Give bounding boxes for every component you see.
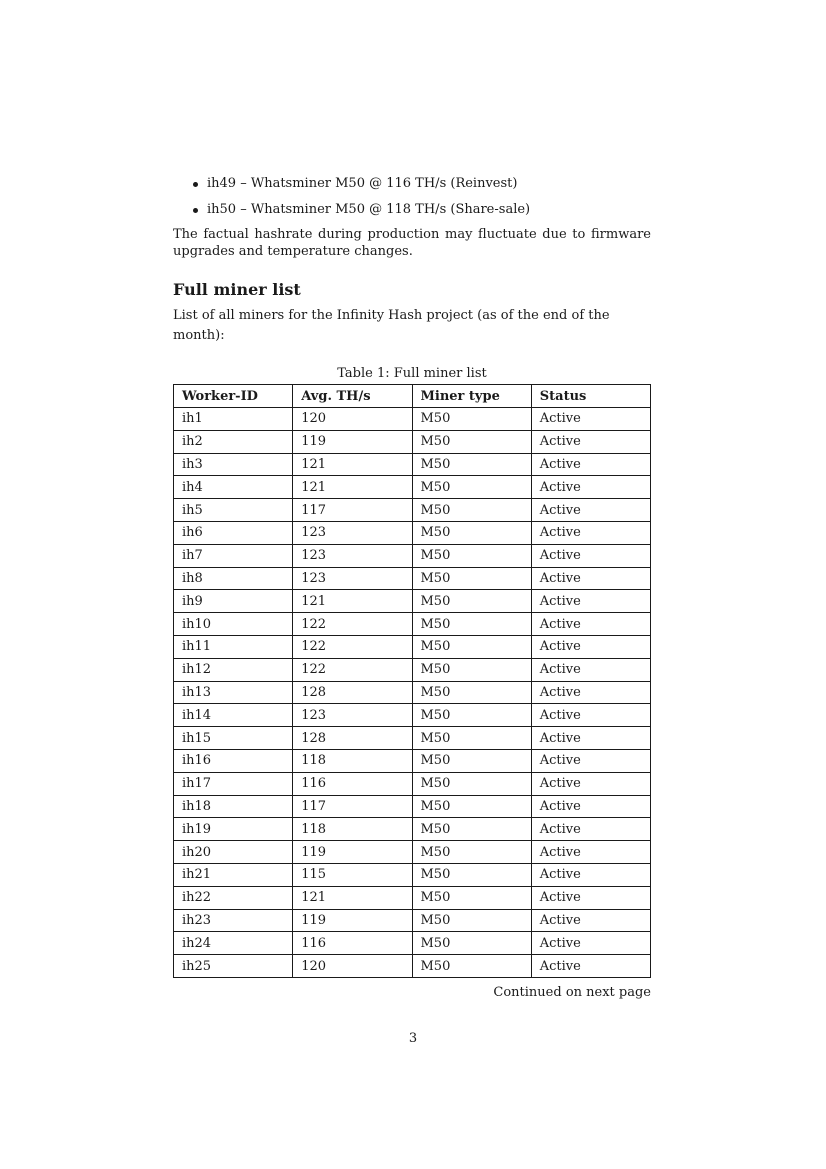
table-row <box>174 613 651 636</box>
table-cell: ih1 <box>174 408 293 431</box>
table-cell: Active <box>531 521 650 544</box>
table-cell: 121 <box>293 886 412 909</box>
table-cell: Active <box>531 430 650 453</box>
table-row <box>174 499 651 522</box>
table-row <box>174 476 651 499</box>
table-cell: M50 <box>412 818 531 841</box>
table-cell: Active <box>531 863 650 886</box>
table-cell: ih19 <box>174 818 293 841</box>
table-cell: ih5 <box>174 499 293 522</box>
section-intro: List of all miners for the Infinity Hash project (as of the end of the month): <box>173 308 610 343</box>
table-cell: M50 <box>412 521 531 544</box>
table-cell: 116 <box>293 932 412 955</box>
table-cell: Active <box>531 613 650 636</box>
table-cell: ih6 <box>174 521 293 544</box>
table-cell: 121 <box>293 476 412 499</box>
miner-table <box>173 384 651 978</box>
table-cell: M50 <box>412 408 531 431</box>
table-row <box>174 863 651 886</box>
page-number: 3 <box>408 1031 418 1046</box>
table-cell: M50 <box>412 932 531 955</box>
table-cell: ih2 <box>174 430 293 453</box>
table-cell: ih22 <box>174 886 293 909</box>
table-row <box>174 430 651 453</box>
table-row <box>174 932 651 955</box>
table-cell: ih21 <box>174 863 293 886</box>
table-cell: 116 <box>293 772 412 795</box>
table-cell: 122 <box>293 635 412 658</box>
table-cell: ih10 <box>174 613 293 636</box>
table-cell: ih14 <box>174 704 293 727</box>
table-row <box>174 590 651 613</box>
table-cell: M50 <box>412 795 531 818</box>
table-cell: M50 <box>412 886 531 909</box>
table-row <box>174 886 651 909</box>
table-cell: ih11 <box>174 635 293 658</box>
table-cell: ih3 <box>174 453 293 476</box>
table-cell: M50 <box>412 727 531 750</box>
table-cell: M50 <box>412 863 531 886</box>
table-caption: Table 1: Full miner list <box>337 366 487 381</box>
table-row <box>174 818 651 841</box>
table-row <box>174 681 651 704</box>
table-cell: Active <box>531 818 650 841</box>
table-row <box>174 772 651 795</box>
table-row <box>174 909 651 932</box>
table-cell: Active <box>531 841 650 864</box>
table-cell: 121 <box>293 453 412 476</box>
bullet-item: ih49 – Whatsminer M50 @ 116 TH/s (Reinvest) <box>173 174 651 194</box>
table-row <box>174 658 651 681</box>
table-row <box>174 408 651 431</box>
section-title: Full miner list <box>173 280 301 299</box>
table-row <box>174 635 651 658</box>
table-cell: Active <box>531 772 650 795</box>
table-cell: 121 <box>293 590 412 613</box>
table-cell: ih7 <box>174 544 293 567</box>
table-cell: ih4 <box>174 476 293 499</box>
table-row <box>174 955 651 978</box>
table-cell: 119 <box>293 430 412 453</box>
table-cell: 117 <box>293 499 412 522</box>
table-cell: M50 <box>412 772 531 795</box>
table-row <box>174 749 651 772</box>
table-row <box>174 704 651 727</box>
table-cell: M50 <box>412 430 531 453</box>
table-cell: M50 <box>412 476 531 499</box>
table-cell: ih24 <box>174 932 293 955</box>
table-cell: 119 <box>293 841 412 864</box>
table-cell: Active <box>531 590 650 613</box>
table-cell: M50 <box>412 749 531 772</box>
table-cell: Active <box>531 658 650 681</box>
table-row <box>174 521 651 544</box>
table-cell: M50 <box>412 658 531 681</box>
table-cell: Active <box>531 727 650 750</box>
table-row <box>174 795 651 818</box>
table-row <box>174 727 651 750</box>
table-cell: M50 <box>412 635 531 658</box>
table-row <box>174 544 651 567</box>
table-cell: Active <box>531 749 650 772</box>
table-cell: 119 <box>293 909 412 932</box>
table-cell: Active <box>531 909 650 932</box>
table-cell: 122 <box>293 658 412 681</box>
table-cell: Active <box>531 681 650 704</box>
table-cell: ih20 <box>174 841 293 864</box>
table-cell: 128 <box>293 681 412 704</box>
table-cell: Active <box>531 476 650 499</box>
table-body <box>174 408 651 978</box>
table-cell: 122 <box>293 613 412 636</box>
table-cell: Active <box>531 499 650 522</box>
table-cell: ih23 <box>174 909 293 932</box>
table-row <box>174 453 651 476</box>
table-cell: 123 <box>293 567 412 590</box>
table-cell: Active <box>531 886 650 909</box>
table-cell: Active <box>531 955 650 978</box>
table-cell: 120 <box>293 955 412 978</box>
table-cell: ih16 <box>174 749 293 772</box>
table-cell: M50 <box>412 955 531 978</box>
table-cell: Active <box>531 932 650 955</box>
table-cell: M50 <box>412 453 531 476</box>
table-row <box>174 841 651 864</box>
table-cell: 123 <box>293 521 412 544</box>
bullet-item: ih50 – Whatsminer M50 @ 118 TH/s (Share-sale) <box>173 200 651 220</box>
table-cell: M50 <box>412 499 531 522</box>
table-cell: 128 <box>293 727 412 750</box>
table-cell: Active <box>531 567 650 590</box>
table-cell: 117 <box>293 795 412 818</box>
table-cell: ih15 <box>174 727 293 750</box>
table-cell: 120 <box>293 408 412 431</box>
page-content <box>173 174 651 1002</box>
table-cell: ih8 <box>174 567 293 590</box>
table-cell: Active <box>531 453 650 476</box>
table-header-row <box>174 385 651 408</box>
table-cell: Active <box>531 795 650 818</box>
table-cell: ih9 <box>174 590 293 613</box>
table-cell: 123 <box>293 544 412 567</box>
table-cell: Active <box>531 544 650 567</box>
header-miner-type: Miner type <box>412 385 531 408</box>
table-cell: 123 <box>293 704 412 727</box>
table-cell: Active <box>531 704 650 727</box>
table-cell: M50 <box>412 704 531 727</box>
table-cell: M50 <box>412 909 531 932</box>
table-cell: ih13 <box>174 681 293 704</box>
table-cell: Active <box>531 635 650 658</box>
table-cell: ih18 <box>174 795 293 818</box>
table-cell: M50 <box>412 841 531 864</box>
table-cell: M50 <box>412 613 531 636</box>
table-cell: M50 <box>412 590 531 613</box>
table-cell: ih17 <box>174 772 293 795</box>
table-cell: M50 <box>412 681 531 704</box>
miner-bullet-list <box>173 174 651 220</box>
hashrate-note: The factual hashrate during production may fluctuate due to firmware upgrades and temperature changes. <box>173 227 651 259</box>
table-cell: ih25 <box>174 955 293 978</box>
table-cell: 115 <box>293 863 412 886</box>
header-worker-id: Worker-ID <box>174 385 293 408</box>
table-cell: M50 <box>412 567 531 590</box>
continued-note: Continued on next page <box>493 984 651 1000</box>
table-cell: ih12 <box>174 658 293 681</box>
table-cell: 118 <box>293 749 412 772</box>
header-status: Status <box>531 385 650 408</box>
header-avg-ths: Avg. TH/s <box>293 385 412 408</box>
table-row <box>174 567 651 590</box>
table-cell: M50 <box>412 544 531 567</box>
table-cell: Active <box>531 408 650 431</box>
table-cell: 118 <box>293 818 412 841</box>
